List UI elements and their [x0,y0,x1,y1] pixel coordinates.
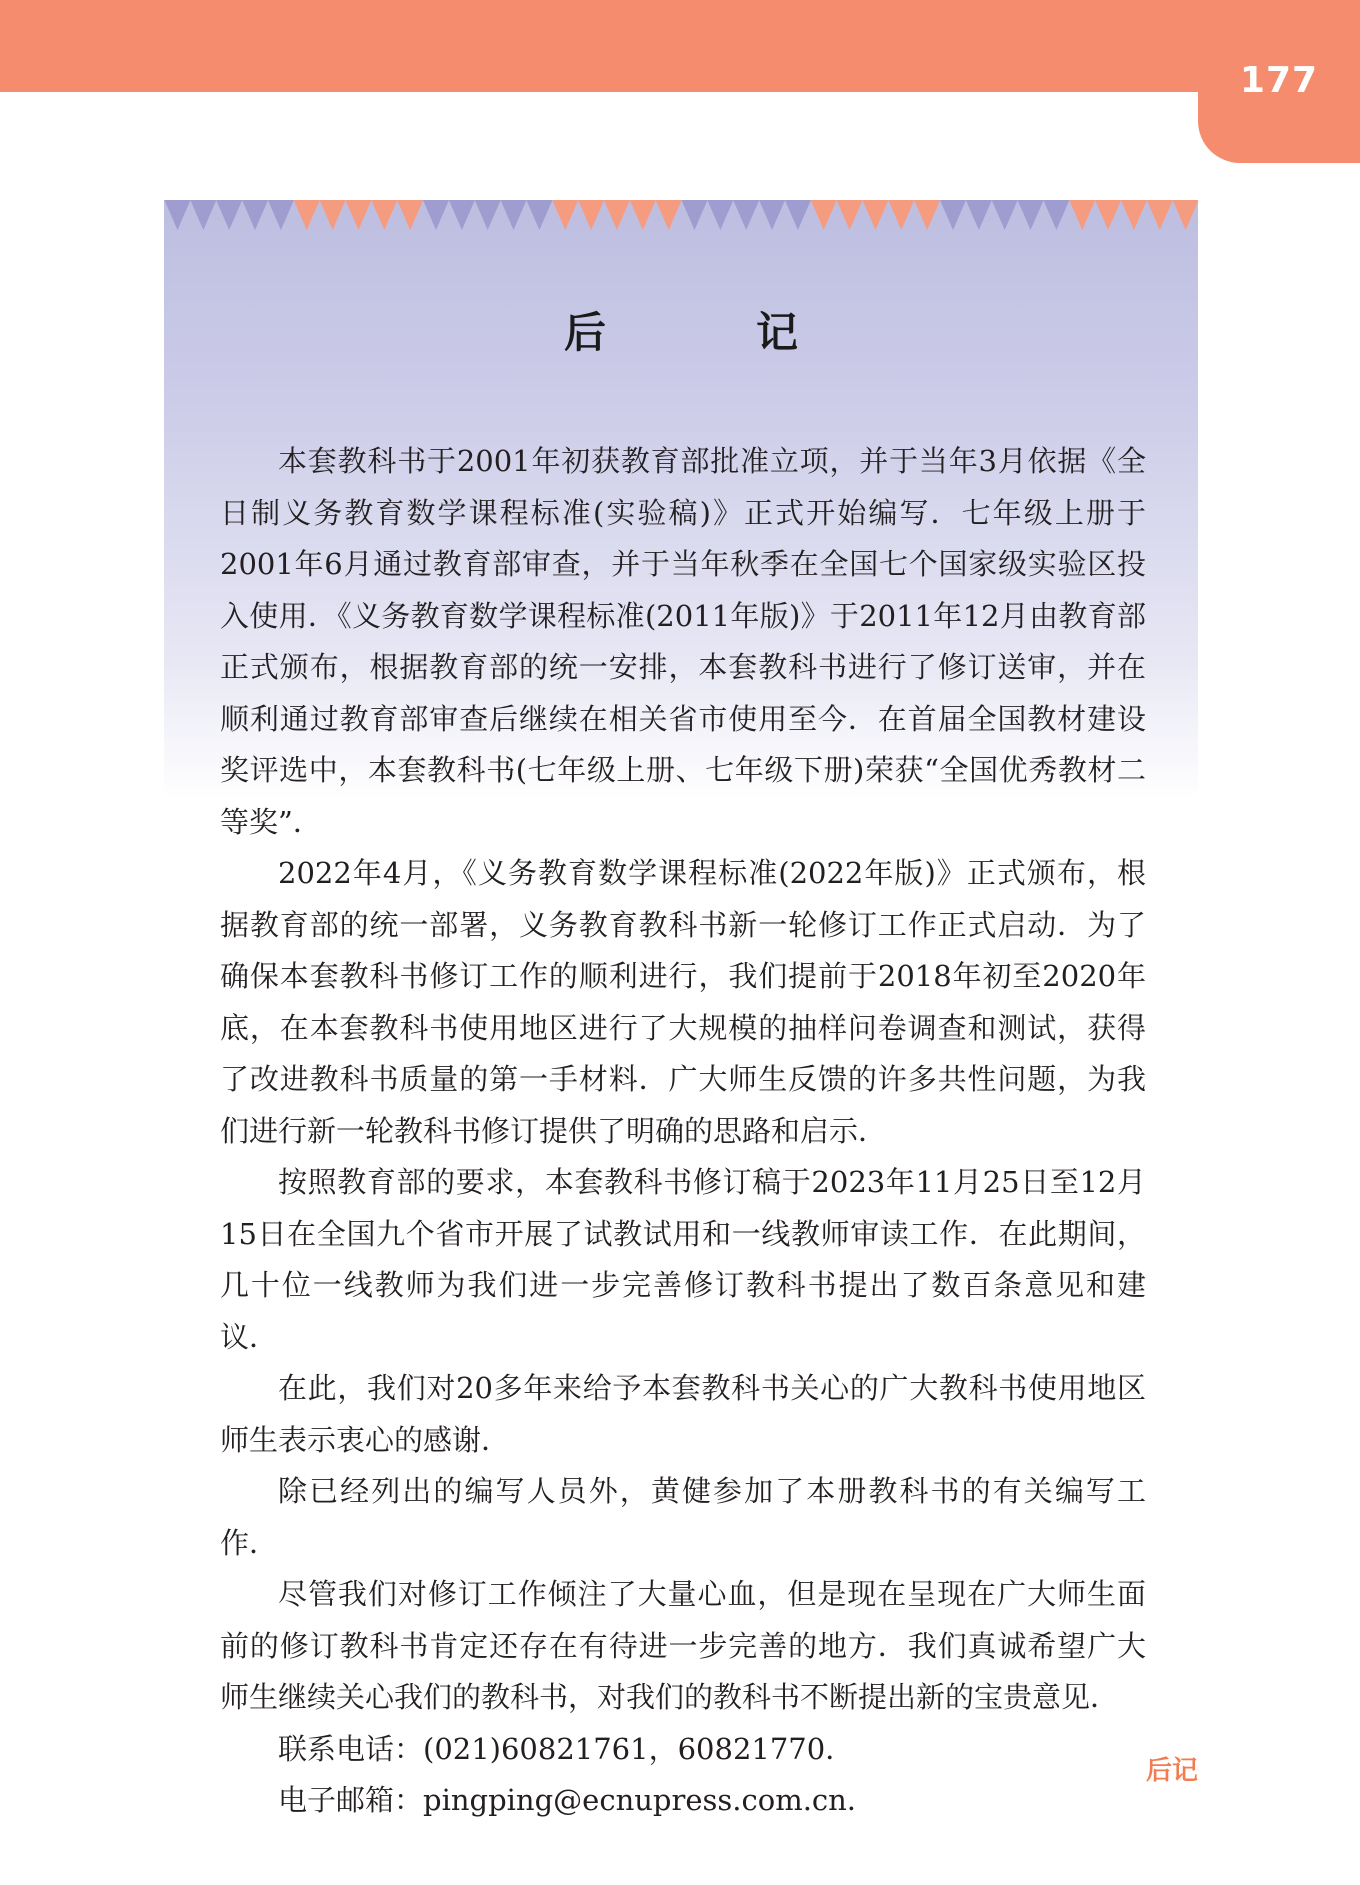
bunting-flag [216,200,242,230]
bunting-flag [862,200,888,230]
bunting-flag [785,200,811,230]
bunting-flag [268,200,294,230]
bunting-flag [552,200,578,230]
bunting-flag [656,200,682,230]
bunting-flag [707,200,733,230]
paragraph: 2022年4月，《义务教育数学课程标准(2022年版)》正式颁布，根据教育部的统一部署，义务教育教科书新一轮修订工作正式启动．为了确保本套教科书修订工作的顺利进行，我们提前于2018年初至2020年底，在本套教科书使用地区进行了大规模的抽样问卷调查和测试，获得了改进教科书质量的第一手材料．广大师生反馈的许多共性问题，为我们进行新一轮教科书修订提供了明确的思路和启示． [220,856,1146,1148]
paragraph: 除已经列出的编写人员外，黄健参加了本册教科书的有关编写工作． [220,1474,1146,1560]
bunting-flag [449,200,475,230]
bunting-flag [578,200,604,230]
afterword-body [220,436,1146,1827]
bunting-flag [475,200,501,230]
bunting-flag [1043,200,1069,230]
bunting-flag [759,200,785,230]
bunting-flag [914,200,940,230]
contact-email: 电子邮箱：pingping@ecnupress.com.cn． [278,1783,876,1817]
bunting-flag [423,200,449,230]
bunting-flag [1173,200,1198,230]
bunting-flag [1069,200,1095,230]
contact-phone: 联系电话：(021)60821761，60821770． [278,1731,855,1766]
bunting-flag [1018,200,1044,230]
paragraph: 本套教科书于2001年初获教育部批准立项，并于当年3月依据《全日制义务教育数学课程标准(实验稿)》正式开始编写．七年级上册于2001年6月通过教育部审查，并于当年秋季在全国七个国家级实验区投入使用．《义务教育数学课程标准(2011年版)》于2011年12月由教育部正式颁布，根据教育部的统一安排，本套教科书进行了修订送审，并在顺利通过教育部审查后继续在相关省市使用至今．在首届全国教材建设奖评选中，本套教科书(七年级上册、七年级下册)荣获“全国优秀教材二等奖”． [220,444,1146,839]
running-footer: 后记 [1145,1756,1198,1786]
bunting-flag [1147,200,1173,230]
bunting-flag [682,200,708,230]
bunting-flag [526,200,552,230]
bunting-flag [397,200,423,230]
bunting-flag [888,200,914,230]
bunting-flag [733,200,759,230]
bunting-flag [1121,200,1147,230]
bunting-flag [320,200,346,230]
bunting-flag [940,200,966,230]
bunting-flag [604,200,630,230]
paragraph: 尽管我们对修订工作倾注了大量心血，但是现在呈现在广大师生面前的修订教科书肯定还存在有待进一步完善的地方．我们真诚希望广大师生继续关心我们的教科书，对我们的教科书不断提出新的宝贵意见． [220,1577,1146,1714]
bunting-flag [371,200,397,230]
page-number: 177 [1239,60,1319,101]
bunting-flag [165,200,191,230]
bunting-decoration [164,200,1198,234]
bunting-flag [345,200,371,230]
paragraph: 在此，我们对20多年来给予本套教科书关心的广大教科书使用地区师生表示衷心的感谢． [220,1371,1146,1457]
top-color-band [0,0,1360,92]
page-title: 后 记 [563,308,852,357]
bunting-flag [501,200,527,230]
bunting-flag [992,200,1018,230]
bunting-flag [966,200,992,230]
bunting-flag [811,200,837,230]
paragraph: 按照教育部的要求，本套教科书修订稿于2023年11月25日至12月15日在全国九个省市开展了试教试用和一线教师审读工作．在此期间，几十位一线教师为我们进一步完善修订教科书提出了数百条意见和建议． [220,1165,1146,1354]
bunting-flag [1095,200,1121,230]
bunting-flag [837,200,863,230]
bunting-flag [294,200,320,230]
bunting-flag [190,200,216,230]
bunting-flag [242,200,268,230]
bunting-flag [630,200,656,230]
